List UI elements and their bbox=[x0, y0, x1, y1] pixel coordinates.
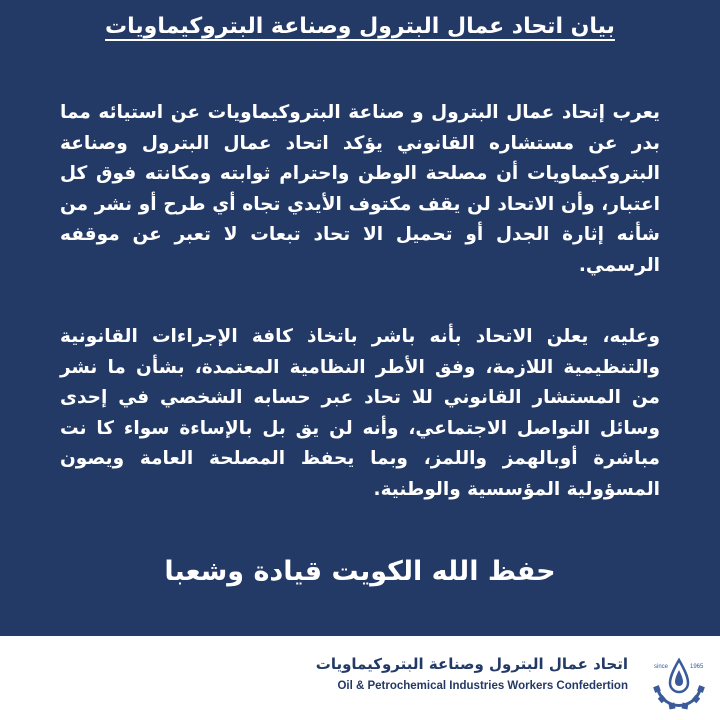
statement-paragraph-2: وعليه، يعلن الاتحاد بأنه باشر باتخاذ كافة الإجراءات القانونية والتنظيمية اللازمة، وفق الأطر النظامية المعتمدة، بشأن ما نشر من المستشار القانوني للا تحاد عبر حسابه الشخصي في إحدى وسائل التواصل الاجتماعي، وأنه لن يق بل بالإساءة سواء كا نت مباشرة أوبالهمز واللمز، وبما يحفظ المصلحة العامة ويصون المسؤولية المؤسسية والوطنية. bbox=[60, 326, 660, 500]
confederation-logo-icon bbox=[646, 646, 712, 712]
footer-org-name bbox=[208, 654, 628, 694]
statement-paragraph-1: يعرب إتحاد عمال البترول و صناعة البتروكيماويات عن استيائه مما بدر عن مستشاره القانوني يؤكد اتحاد عمال البترول وصناعة البتروكيماويات أن مصلحة الوطن واحترام ثوابته ومكانته فوق كل اعتبار، وأن الاتحاد لن يقف مكتوف الأيدي تجاه أي طرح أو نشر من شأنه إثارة الجدل أو تحميل الا تحاد تبعات لا تعبر عن موقفه الرسمي. bbox=[60, 102, 660, 276]
footer bbox=[0, 636, 720, 720]
org-name-arabic: اتحاد عمال البترول وصناعة البتروكيماويات bbox=[315, 655, 628, 673]
statement-title: بيان اتحاد عمال البترول وصناعة البتروكيماويات bbox=[105, 14, 615, 39]
statement-closing: حفظ الله الكويت قيادة وشعبا bbox=[164, 556, 556, 587]
logo-since-label: since bbox=[654, 664, 669, 670]
org-name-english: Oil & Petrochemical Industries Workers Confedertion bbox=[337, 680, 628, 692]
logo-year-label: 1965 bbox=[690, 664, 704, 670]
